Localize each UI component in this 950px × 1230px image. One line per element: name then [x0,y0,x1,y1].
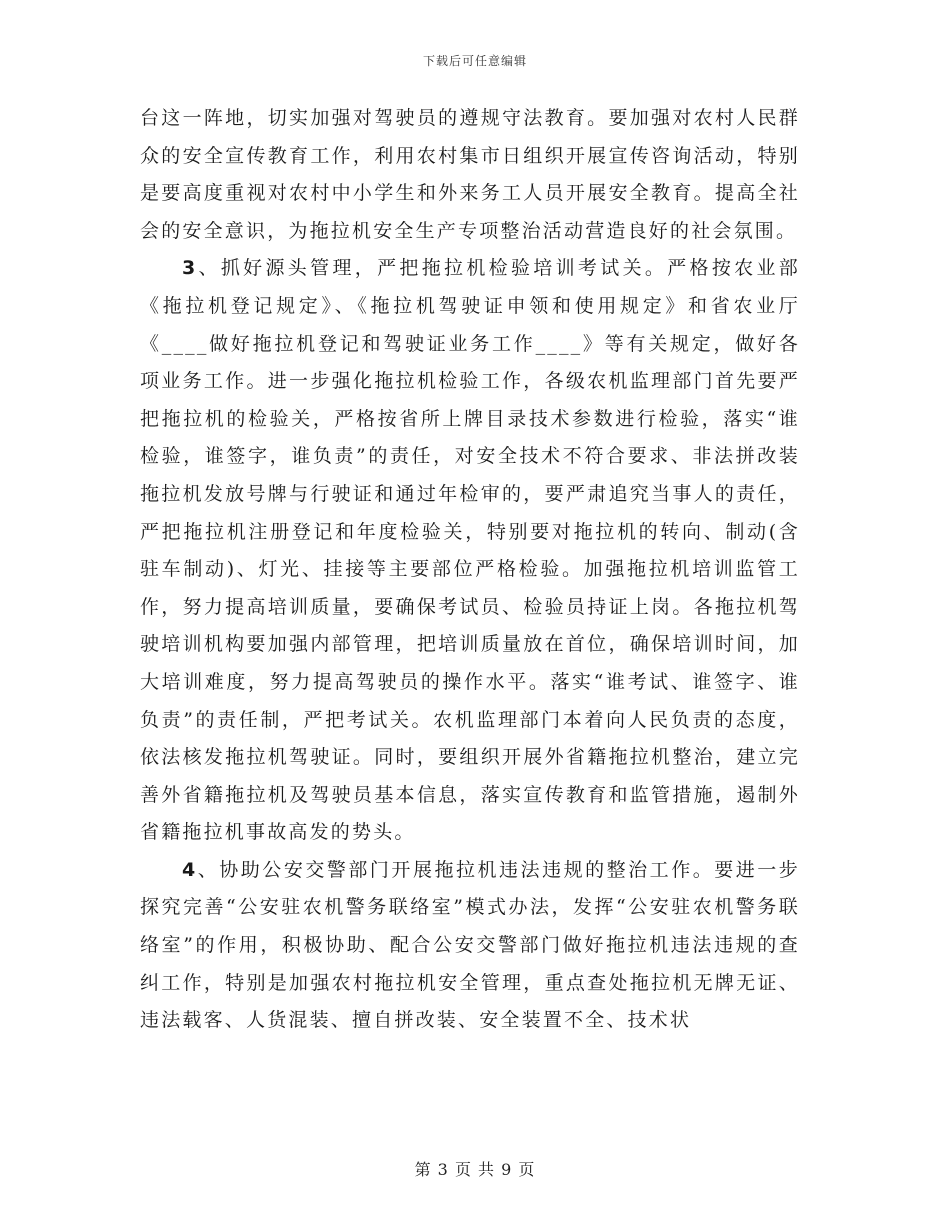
paragraph-text: 、抓好源头管理，严把拖拉机检验培训考试关。严格按农业部《拖拉机登记规定》、《拖拉机驾驶证申领和使用规定》和省农业厅《____做好拖拉机登记和驾驶证业务工作____》等有关规定，做好各项业务工作。进一步强化拖拉机检验工作，各级农机监理部门首先要严把拖拉机的检验关，严格按省所上牌目录技术参数进行检验，落实“谁检验，谁签字，谁负责”的责任，对安全技术不符合要求、非法拼改装拖拉机发放号牌与行驶证和通过年检审的，要严肃追究当事人的责任，严把拖拉机注册登记和年度检验关，特别要对拖拉机的转向、制动(含驻车制动)、灯光、挂接等主要部位严格检验。加强拖拉机培训监管工作，努力提高培训质量，要确保考试员、检验员持证上岗。各拖拉机驾驶培训机构要加强内部管理，把培训质量放在首位，确保培训时间，加大培训难度，努力提高驾驶员的操作水平。落实“谁考试、谁签字、谁负责”的责任制，严把考试关。农机监理部门本着向人民负责的态度，依法核发拖拉机驾驶证。同时，要组织开展外省籍拖拉机整治，建立完善外省籍拖拉机及驾驶员基本信息，落实宣传教育和监管措施，遏制外省籍拖拉机事故高发的势头。 [140,257,800,844]
paragraph-item-3 [140,250,800,852]
document-body [140,100,800,1040]
paragraph-continuation [140,100,800,250]
paragraph-text: 台这一阵地，切实加强对驾驶员的遵规守法教育。要加强对农村人民群众的安全宣传教育工作，利用农村集市日组织开展宣传咨询活动，特别是要高度重视对农村中小学生和外来务工人员开展安全教育。提高全社会的安全意识，为拖拉机安全生产专项整治活动营造良好的社会氛围。 [140,107,800,242]
paragraph-number: 4 [182,858,198,881]
paragraph-number: 3 [182,257,198,280]
paragraph-text: 、协助公安交警部门开展拖拉机违法违规的整治工作。要进一步探究完善“公安驻农机警务联络室”模式办法，发挥“公安驻农机警务联络室”的作用，积极协助、配合公安交警部门做好拖拉机违法违规的查纠工作，特别是加强农村拖拉机安全管理，重点查处拖拉机无牌无证、违法载客、人货混装、擅自拼改装、安全装置不全、技术状 [140,858,800,1032]
paragraph-item-4 [140,852,800,1040]
page-header: 下载后可任意编辑 [422,54,527,68]
page-footer: 第 3 页 共 9 页 [414,1160,536,1179]
